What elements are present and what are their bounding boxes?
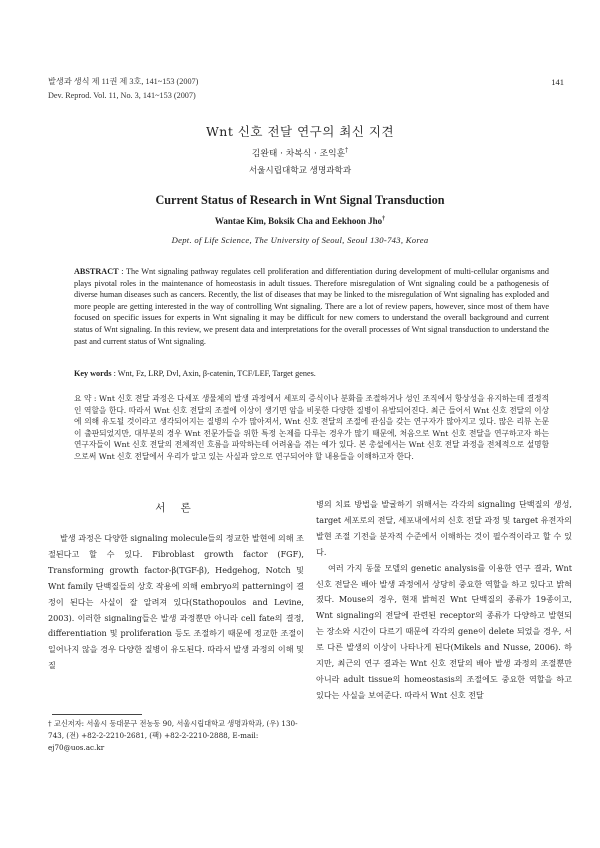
- right-column-paragraph-1: 병의 치료 방법을 발굴하기 위해서는 각각의 signaling 단백질의 생성, target 세포로의 전달, 세포내에서의 신호 전달 과정 및 target 유전자의 발현 조절 기전을 분자적 수준에서 이해하는 것이 필수적이라고 할 수 있다.: [316, 499, 572, 557]
- english-title: Current Status of Research in Wnt Signal Transduction: [155, 193, 445, 207]
- keywords: [74, 369, 549, 378]
- corresponding-mark-en: †: [382, 216, 386, 222]
- footnote-divider: [52, 714, 142, 715]
- korean-title: Wnt 신호 전달 연구의 최신 지견: [205, 124, 395, 139]
- korean-abstract: 요 약 : Wnt 신호 전달 과정은 다세포 생물체의 발생 과정에서 세포의 증식이나 분화를 조절하거나 성인 조직에서 항상성을 유지하는데 결정적인 역할을 한다. 따라서 Wnt 신호 전달의 조절에 이상이 생기면 암을 비롯한 다양한 질병이 유발되어진다. 최근 들어서 Wnt 신호 전달의 이상에 의해 유도될 것이라고 생각되어지는 질병의 수가 많아져서, Wnt 신호 전달의 조절에 관심을 갖는 연구자가 많아지고 있다. 많은 리뷰 논문이 출판되었지만, 대부분의 경우 Wnt 전문가들을 위한 특정 논제를 다루는 경우가 많기 때문에, 처음으로 Wnt 신호 전달을 연구하고자 하는 연구자들이 Wnt 신호 전달의 전체적인 흐름을 파악하는데 어려움을 겪는 예가 있다. 본 총설에서는 Wnt 신호 전달 과정을 전체적으로 설명함으로써 Wnt 신호 전달에서 우리가 알고 있는 사실과 앞으로 연구되어야 할 내용들을 이해하고자 한다.: [74, 394, 549, 461]
- running-head-english: Dev. Reprod. Vol. 11, No. 3, 141~153 (2007): [48, 91, 196, 100]
- korean-affiliation: 서울시립대학교 생명과학과: [248, 166, 352, 176]
- korean-authors-text: 김완태 · 차복식 · 조익훈: [251, 149, 346, 159]
- page-number: 141: [551, 77, 564, 87]
- keywords-text: : Wnt, Fz, LRP, Dvl, Axin, β-catenin, TCF/LEF, Target genes.: [111, 369, 316, 378]
- right-column: [316, 497, 572, 704]
- running-head-korean: 발생과 생식 제 11권 제 3호, 141~153 (2007): [48, 77, 199, 86]
- abstract: [74, 266, 549, 347]
- right-column-paragraph-2: 여러 가지 동물 모델의 genetic analysis를 이용한 연구 결과, Wnt 신호 전달은 배아 발생 과정에서 상당히 중요한 역할을 하고 있다고 밝혀졌다. Mouse의 경우, 현재 밝혀진 Wnt 단백질의 종류가 19종이고, Wnt signaling의 전달에 관련된 receptor의 종류가 다양하고 발현되는 장소와 시간이 다르기 때문에 각각의 gene이 delete 되었을 경우, 서로 다른 발생의 이상이 나타나게 된다(Mikels and Nusse, 2006). 하지만, 최근의 연구 결과는 Wnt 신호 전달의 배아 발생 과정의 조절뿐만 아니라 adult tissue의 homeostasis의 조절에도 중요한 역할을 하고 있다는 사실을 보여준다. 따라서 Wnt 신호 전달: [316, 562, 572, 700]
- abstract-text: : The Wnt signaling pathway regulates cell proliferation and differentiation during development of multi-cellular organisms and plays pivotal roles in the maintenance of homeostasis in adult tissues. Therefore misregulation of Wnt signaling could be a pathogenesis of diverse human diseases such as cancers. Recently, the list of diseases that may be linked to the misregulation of Wnt signaling has exploded and more people are getting interested in the way of controlling Wnt signaling. There are a lot of review papers, however, since most of them have focused on specific issues for experts in Wnt signaling it may be difficult for new comers to understand the overall background and current status of Wnt signaling. In this review, we present data and interpretations for the overall processes of Wnt signal transduction to understand the past and current status of Wnt signaling.: [74, 267, 549, 346]
- corresponding-mark-ko: †: [345, 147, 349, 155]
- footnote: † 교신저자: 서울시 동대문구 전농동 90, 서울시립대학교 생명과학과, (우) 130-743, (전) +82-2-2210-2681, (팩) +82-2-2210-2888, E-mail: ej70@uos.ac.kr: [48, 719, 298, 752]
- english-authors-text: Wantae Kim, Boksik Cha and Eekhoon Jho: [214, 216, 383, 226]
- keywords-label: Key words: [74, 369, 112, 378]
- korean-authors: [0, 146, 600, 159]
- section-title-introduction: 서 론: [155, 502, 197, 514]
- abstract-label: ABSTRACT: [74, 267, 119, 276]
- left-column-text: 발생 과정은 다양한 signaling molecule들의 정교한 발현에 의해 조절된다고 할 수 있다. Fibroblast growth factor (FGF), Transforming growth factor-β(TGF-β), Hedgehog, Notch 및 Wnt family 단백질들의 상호 작용에 의해 embryo의 patterning이 결정이 된다는 사실이 잘 알려져 있다(Stathopoulos and Levine, 2003). 이러한 signaling들은 발생 과정뿐만 아니라 cell fate의 결정, differentiation 및 proliferation 등도 조절하기 때문에 정교한 조절이 일어나지 않을 경우 다양한 질병이 유도된다. 따라서 발생 과정의 이해 및 질: [48, 533, 304, 671]
- english-affiliation: Dept. of Life Science, The University of Seoul, Seoul 130-743, Korea: [171, 235, 429, 245]
- english-authors: [0, 216, 600, 226]
